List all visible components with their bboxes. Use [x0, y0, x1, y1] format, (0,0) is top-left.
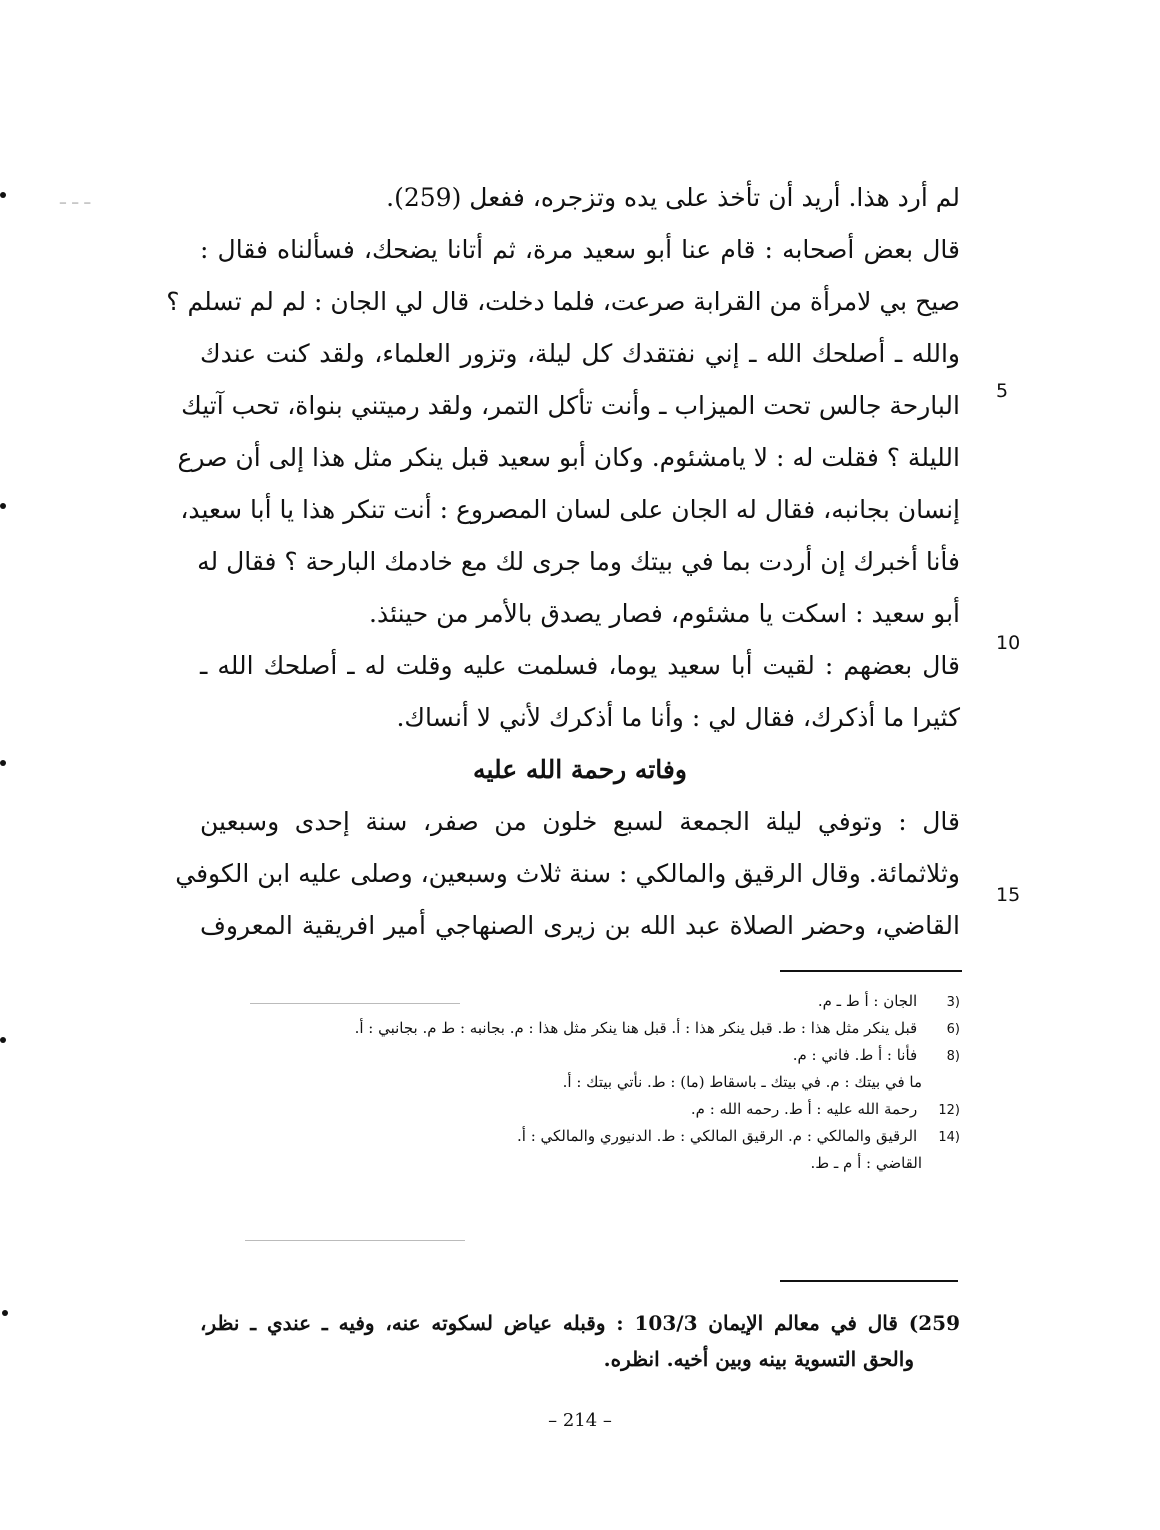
main-text-block — [166, 172, 960, 952]
line-number-5: 5 — [996, 380, 1009, 402]
footnote-separator — [780, 1280, 958, 1282]
text-line: وثلاثمائة. وقال الرقيق والمالكي : سنة ثلاث وسبعين، وصلى عليه ابن الكوفي — [175, 859, 960, 888]
scan-mark — [0, 503, 6, 509]
text-line: لم أرد هذا. أريد أن تأخذ على يده وتزجره، ففعل (259). — [386, 183, 960, 212]
text-line: القاضي، وحضر الصلاة عبد الله بن زيرى الصنهاجي أمير افريقية المعروف — [200, 911, 960, 940]
note-text: فأنا : أ ط. فاني : م. — [792, 1046, 918, 1064]
note-number: 8) — [946, 1049, 960, 1064]
text-line: قال بعض أصحابه : قام عنا أبو سعيد مرة، ثم أتانا يضحك، فسألناه فقال : — [200, 235, 960, 264]
text-line: فأنا أخبرك إن أردت بما في بيتك وما جرى لك مع خادمك البارحة ؟ فقال له — [197, 547, 960, 576]
note-item — [240, 1123, 960, 1150]
line-number-10: 10 — [996, 632, 1021, 654]
note-item — [240, 1150, 960, 1177]
scan-mark — [0, 760, 6, 766]
note-number: 12) — [938, 1103, 960, 1118]
text-line: البارحة جالس تحت الميزاب ـ وأنت تأكل التمر، ولقد رميتني بنواة، تحب آتيك — [181, 391, 960, 420]
text-line: أبو سعيد : اسكت يا مشئوم، فصار يصدق بالأمر من حينئذ. — [369, 599, 960, 628]
variant-notes — [240, 988, 960, 1177]
text-line: والله ـ أصلحك الله ـ إني نفتقدك كل ليلة، وتزور العلماء، ولقد كنت عندك — [200, 339, 960, 368]
note-number: 14) — [938, 1130, 960, 1145]
note-item — [240, 1069, 960, 1096]
footnote — [200, 1305, 960, 1377]
scan-mark — [0, 1037, 6, 1043]
bleed-through-rule — [245, 1240, 465, 1241]
text-line: كثيرا ما أذكرك، فقال لي : وأنا ما أذكرك لأني لا أنساك. — [396, 703, 960, 732]
line-number-15: 15 — [996, 884, 1021, 906]
note-item — [240, 1042, 960, 1069]
scan-mark — [0, 192, 6, 198]
note-text: رحمة الله عليه : أ ط. رحمه الله : م. — [690, 1100, 918, 1118]
text-line: قال بعضهم : لقيت أبا سعيد يوما، فسلمت عليه وقلت له ـ أصلحك الله ـ — [200, 651, 960, 680]
text-line: إنسان بجانبه، فقال له الجان على لسان المصروع : أنت تنكر هذا يا أبا سعيد، — [180, 495, 960, 524]
text-line: الليلة ؟ فقلت له : لا يامشئوم. وكان أبو سعيد قبل ينكر مثل هذا إلى أن صرع — [177, 443, 960, 472]
note-text: ما في بيتك : م. في بيتك ـ باسقاط (ما) : ط. نأتي بيتك : أ. — [562, 1073, 922, 1091]
note-item — [240, 988, 960, 1015]
section-heading: وفاته رحمة الله عليه — [473, 755, 687, 784]
footnote-line: 259) قال في معالم الإيمان 103/3 : وقبله عياض لسكوته عنه، وفيه ـ عندي ـ نظر، — [200, 1311, 960, 1335]
note-text: القاضي : أ م ـ ط. — [810, 1154, 922, 1172]
text-line: قال : وتوفي ليلة الجمعة لسبع خلون من صفر، سنة إحدى وسبعين — [200, 807, 960, 836]
notes-separator — [780, 970, 962, 972]
page-number: – 214 – — [548, 1410, 612, 1431]
bleed-through-text: ـ ـ ـ — [60, 185, 91, 209]
note-text: الرقيق والمالكي : م. الرقيق المالكي : ط. الدنيوري والمالكي : أ. — [516, 1127, 918, 1145]
note-text: قبل ينكر مثل هذا : ط. قبل ينكر هذا : أ. قبل هنا ينكر مثل هذا : م. بجانبه : ط م. بجانبي : أ. — [354, 1019, 918, 1037]
note-number: 6) — [946, 1022, 960, 1037]
note-number: 3) — [946, 995, 960, 1010]
note-item — [240, 1096, 960, 1123]
scan-mark — [2, 1310, 8, 1316]
note-text: الجان : أ ط ـ م. — [817, 992, 918, 1010]
note-item — [240, 1015, 960, 1042]
text-line: صيح بي لامرأة من القرابة صرعت، فلما دخلت، قال لي الجان : لم لم تسلم ؟ — [166, 287, 960, 316]
footnote-line: والحق التسوية بينه وبين أخيه. انظره. — [603, 1347, 914, 1371]
